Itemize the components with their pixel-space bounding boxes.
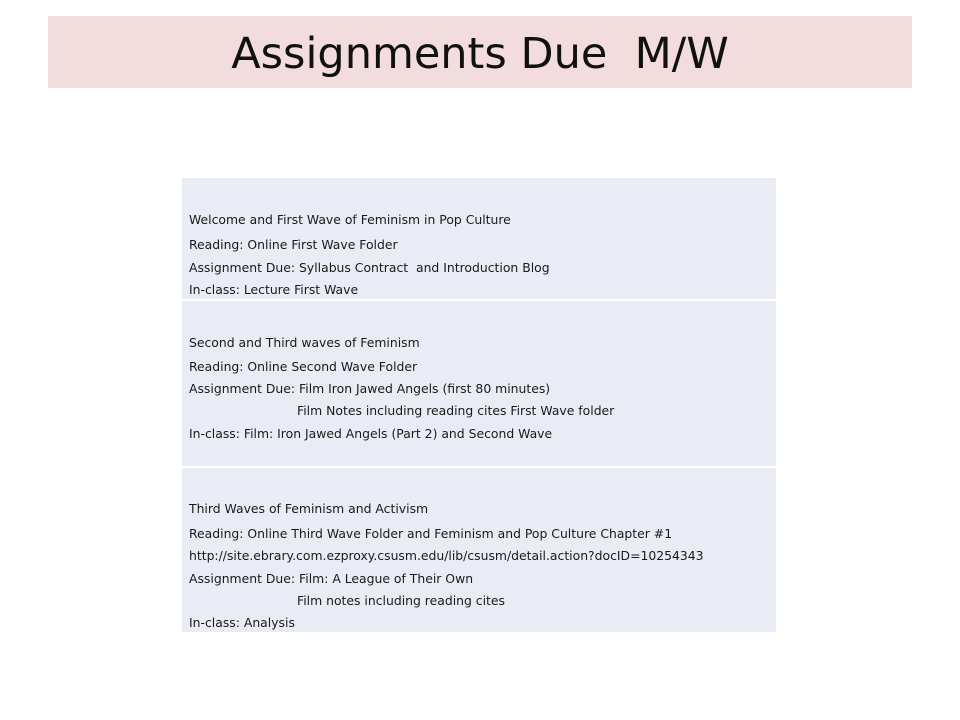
slide-title: Assignments Due M/W (231, 29, 729, 79)
week-2-assignment: Assignment Due: Film Iron Jawed Angels (first 80 minutes) (189, 381, 551, 396)
title-banner (48, 16, 912, 88)
week-3-reading: Reading: Online Third Wave Folder and Feminism and Pop Culture Chapter #1 (189, 526, 673, 541)
week-3-topic: Third Waves of Feminism and Activism (189, 501, 429, 516)
week-row-2 (182, 301, 776, 466)
week-1-reading: Reading: Online First Wave Folder (189, 237, 398, 252)
week-2-reading: Reading: Online Second Wave Folder (189, 359, 418, 374)
week-1-assignment: Assignment Due: Syllabus Contract and Introduction Blog (189, 260, 550, 275)
week-3-in-class: In-class: Analysis (189, 615, 295, 630)
week-3-assignment-extra: Film notes including reading cites (297, 593, 505, 608)
week-2-topic: Second and Third waves of Feminism (189, 335, 420, 350)
week-1-topic: Welcome and First Wave of Feminism in Pop Culture (189, 212, 511, 227)
week-1-in-class: In-class: Lecture First Wave (189, 282, 359, 297)
week-3-assignment: Assignment Due: Film: A League of Their Own (189, 571, 474, 586)
week-3-link[interactable]: http://site.ebrary.com.ezproxy.csusm.edu/lib/csusm/detail.action?docID=10254343 (189, 548, 704, 563)
week-row-1 (182, 178, 776, 299)
schedule-table (182, 178, 776, 632)
week-row-3 (182, 468, 776, 632)
week-2-assignment-extra: Film Notes including reading cites First Wave folder (297, 403, 615, 418)
week-2-in-class: In-class: Film: Iron Jawed Angels (Part 2) and Second Wave (189, 426, 553, 441)
